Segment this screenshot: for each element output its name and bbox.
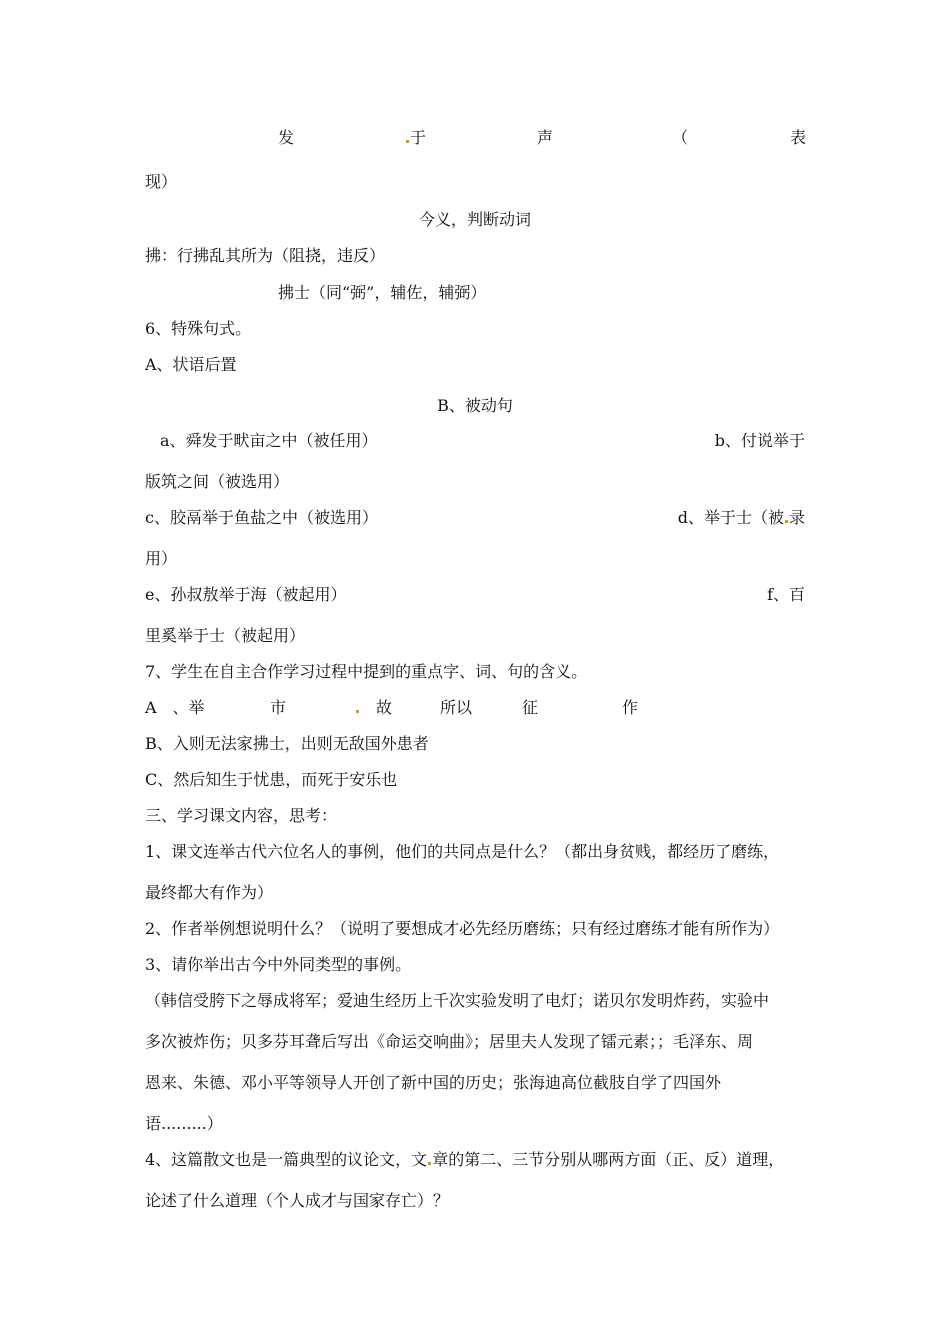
text-span: 录 [788,508,805,527]
text-fragment [355,698,392,718]
text-fragment: 声 [537,128,554,147]
text-line: 拂士（同“弼”，辅佐，辅弼） [278,283,487,302]
text-fragment [405,128,426,148]
text-line: 论述了什么道理（个人成才与国家存亡）？ [145,1191,450,1210]
marker-dot [356,710,359,713]
text-line: 3、请你举出古今中外同类型的事例。 [145,955,412,974]
text-fragment: 征 [522,698,539,717]
text-fragment: 市 [270,698,287,717]
text-fragment: c、胶鬲举于鱼盐之中（被选用） [145,508,378,527]
text-line: 恩来、朱德、邓小平等领导人开创了新中国的历史；张海迪高位截肢自学了四国外 [145,1073,722,1092]
marker-dot [785,520,788,523]
text-line [145,1150,784,1170]
text-fragment: a、舜发于畎亩之中（被任用） [160,431,378,450]
text-line: 用） [145,549,178,568]
text-fragment: 所以 [440,698,473,717]
text-span: 章的第二、三节分别从哪两方面（正、反）道理， [432,1150,785,1169]
text-line: 1、课文连举古代六位名人的事例，他们的共同点是什么？（都出身贫贱，都经历了磨练， [145,842,780,861]
text-fragment: 表 [790,128,807,147]
text-fragment: f、百 [767,585,805,604]
marker-dot [428,1162,431,1165]
text-line: 最终都大有作为） [145,883,274,902]
marker-dot [406,140,409,143]
text-line: （韩信受胯下之辱成将军；爱迪生经历上千次实验发明了电灯；诺贝尔发明炸药，实验中 [145,991,770,1010]
text-fragment: 发 [278,128,295,147]
text-line: 现） [145,172,178,191]
text-line: B、被动句 [437,396,513,415]
text-fragment [678,508,805,528]
text-line: 多次被炸伤；贝多芬耳聋后写出《命运交响曲》；居里夫人发现了镭元素；；毛泽东、周 [145,1032,754,1051]
text-line: 里奚举于士（被起用） [145,626,306,645]
text-span: 故 [376,698,393,717]
text-line: 今义，判断动词 [418,210,531,229]
section-heading: 7、学生在自主合作学习过程中提到的重点字、词、句的含义。 [145,662,588,681]
text-fragment: e、孙叔敖举于海（被起用） [145,585,347,604]
text-line: A、状语后置 [145,355,237,374]
text-line: 2、作者举例想说明什么？（说明了要想成才必先经历磨练；只有经过磨练才能有所作为） [145,919,780,938]
text-span: 4、这篇散文也是一篇典型的议论文，文 [145,1150,428,1169]
text-span: d、举于士（被 [677,508,784,527]
text-line: 拂：行拂乱其所为（阻挠，违反） [145,246,386,265]
text-line: 版筑之间（被选用） [145,472,290,491]
text-fragment: A 、举 [145,698,205,717]
text-line: 语.........） [145,1114,223,1133]
text-line: B、入则无法家拂士，出则无敌国外患者 [145,734,429,753]
text-line: C、然后知生于忧患，而死于安乐也 [145,770,398,789]
text-span: 于 [410,128,427,147]
section-heading: 6、特殊句式。 [145,319,252,338]
text-fragment: 作 [622,698,639,717]
text-fragment: （ [672,128,689,147]
section-heading: 三、学习课文内容，思考： [145,806,338,825]
text-fragment: b、付说举于 [714,431,805,450]
